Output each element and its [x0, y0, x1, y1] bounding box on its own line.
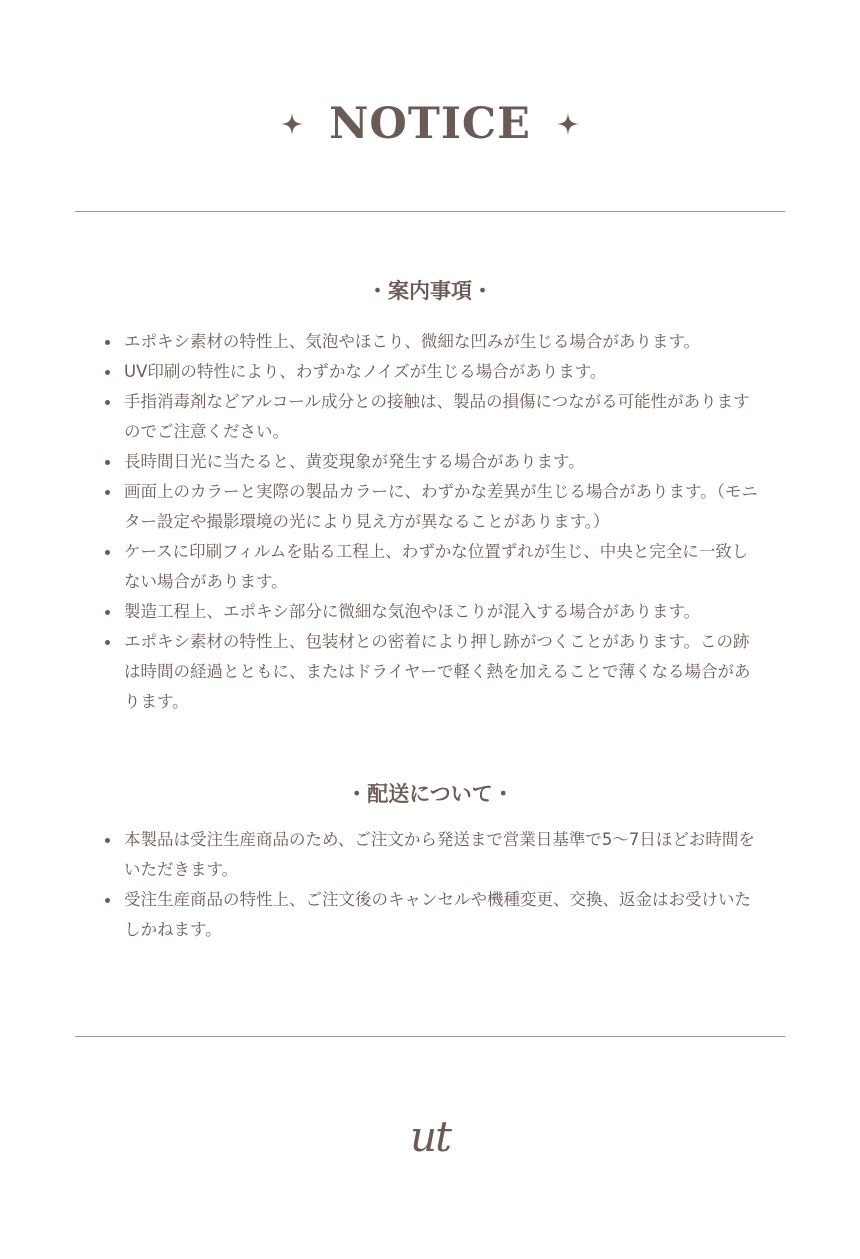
section-heading-guidance: ・案内事項・: [367, 279, 493, 303]
list-item: 画面上のカラーと実際の製品カラーに、わずかな差異が生じる場合があります。（モニター設定や撮影環境の光により見え方が異なることがあります。）: [104, 477, 764, 537]
list-item: ケースに印刷フィルムを貼る工程上、わずかな位置ずれが生じ、中央と完全に一致しない場合があります。: [104, 537, 764, 597]
guidance-list: [104, 327, 764, 717]
bottom-divider: [75, 1036, 785, 1037]
list-item: エポキシ素材の特性上、包装材との密着により押し跡がつくことがあります。この跡は時間の経過とともに、またはドライヤーで軽く熱を加えることで薄くなる場合があります。: [104, 627, 764, 717]
section-heading-shipping: ・配送について・: [346, 782, 514, 806]
list-item: 受注生産商品の特性上、ご注文後のキャンセルや機種変更、交換、返金はお受けいたしかねます。: [104, 885, 764, 945]
list-item: 長時間日光に当たると、黄変現象が発生する場合があります。: [104, 447, 764, 477]
page-title: NOTICE: [329, 99, 531, 149]
sparkle-icon: [281, 113, 303, 135]
brand-logo: ut: [410, 1112, 450, 1161]
list-item: 手指消毒剤などアルコール成分との接触は、製品の損傷につながる可能性がありますのでご注意ください。: [104, 387, 764, 447]
list-item: 製造工程上、エポキシ部分に微細な気泡やほこりが混入する場合があります。: [104, 597, 764, 627]
sparkle-icon: [557, 113, 579, 135]
list-item: エポキシ素材の特性上、気泡やほこり、微細な凹みが生じる場合があります。: [104, 327, 764, 357]
list-item: UV印刷の特性により、わずかなノイズが生じる場合があります。: [104, 357, 764, 387]
list-item: 本製品は受注生産商品のため、ご注文から発送まで営業日基準で5〜7日ほどお時間をいただきます。: [104, 825, 764, 885]
shipping-list: [104, 825, 764, 945]
header: [0, 92, 860, 156]
top-divider: [75, 211, 785, 212]
